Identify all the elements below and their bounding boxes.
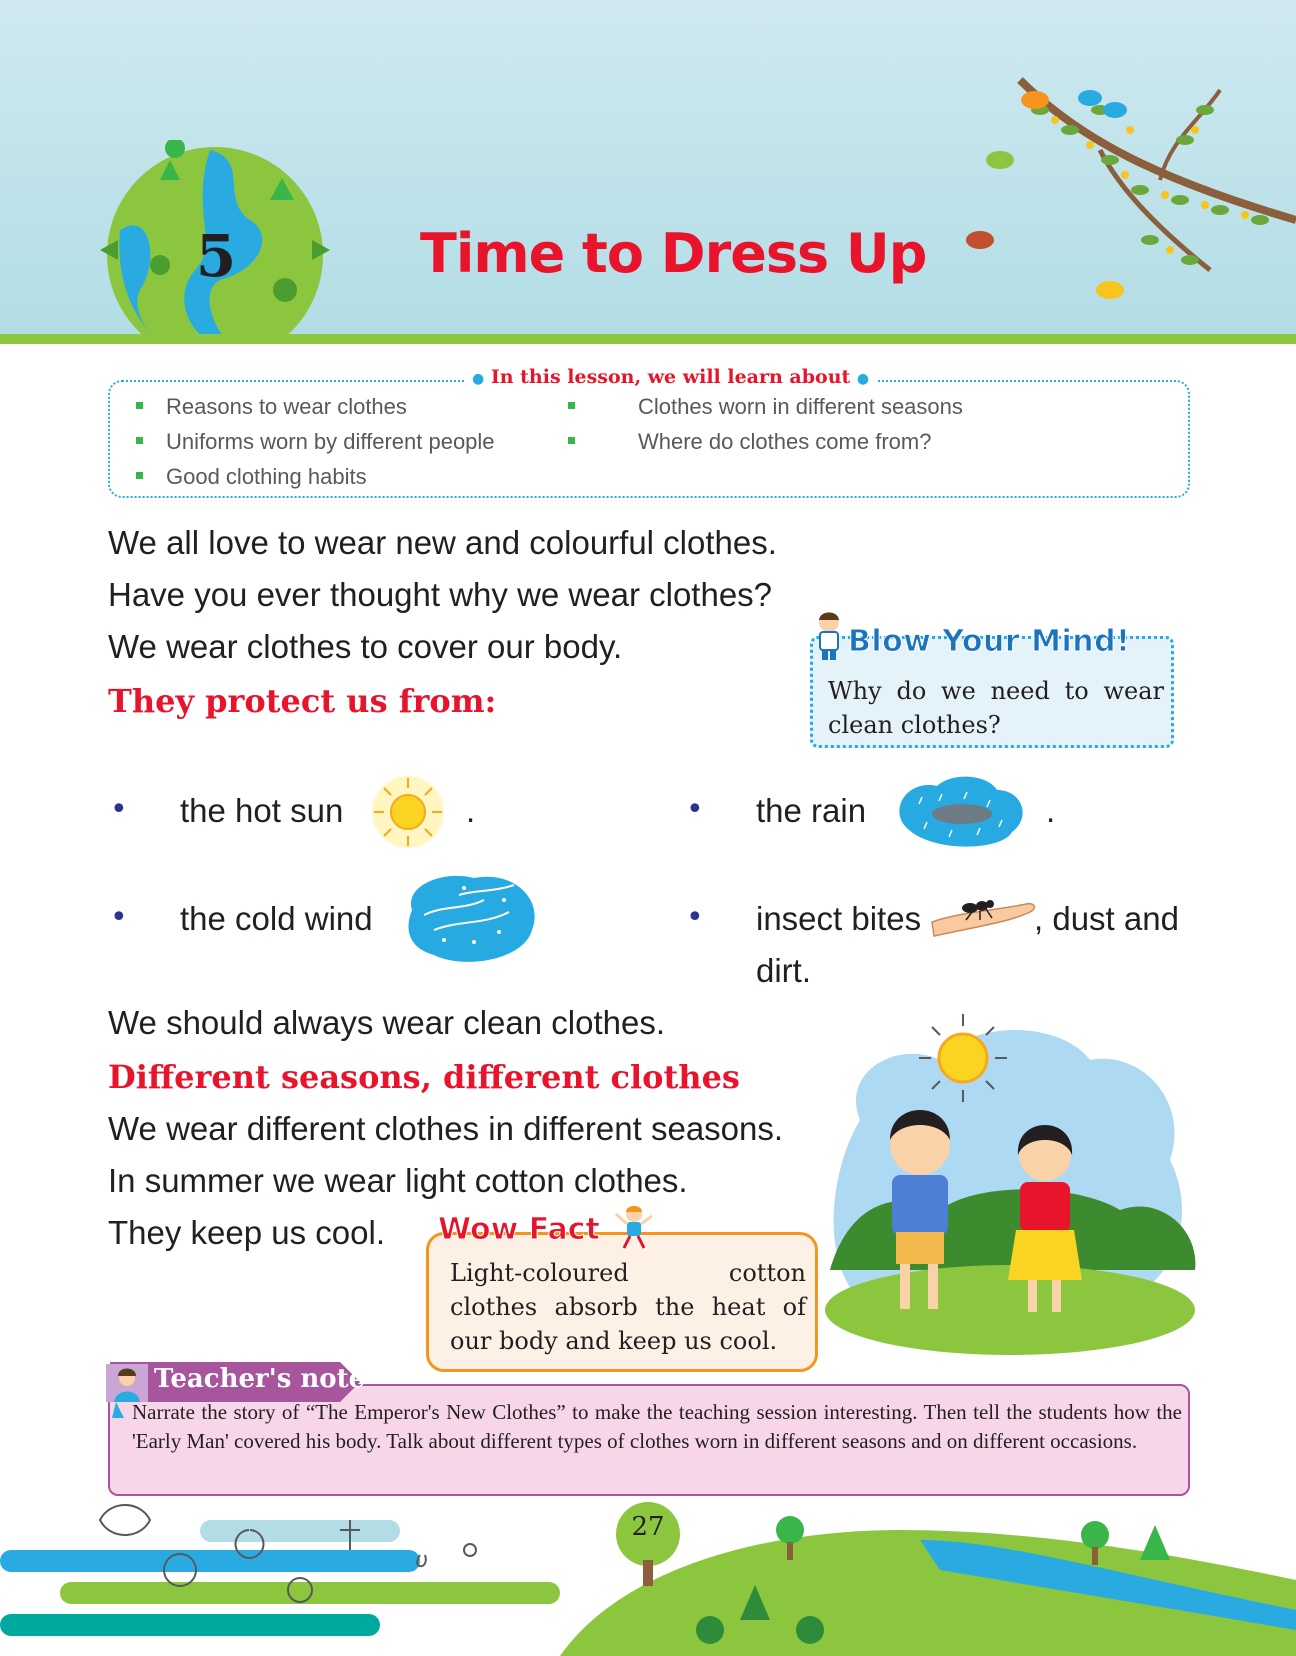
seasons-line: In summer we wear light cotton clothes. [108, 1162, 688, 1199]
chapter-title: Time to Dress Up [420, 222, 927, 285]
chapter-number: 5 [195, 222, 237, 290]
sentence-period: . [466, 792, 476, 829]
page-number: 27 [631, 1512, 665, 1542]
bullet-icon: • [110, 900, 128, 935]
protect-heading: They protect us from: [108, 682, 497, 720]
cold-wind-icon [404, 870, 540, 970]
intro-line: Have you ever thought why we wear clothes? [108, 576, 773, 613]
clean-clothes-line: We should always wear clean clothes. [108, 1004, 666, 1041]
children-summer-illustration [820, 1000, 1200, 1360]
rain-cloud-icon [892, 772, 1028, 852]
objective-item: Clothes worn in different seasons [638, 394, 963, 419]
bullet-icon [136, 472, 143, 479]
blow-your-mind-text: Why do we need to wear clean clothes? [828, 677, 1164, 739]
seasons-line: We wear different clothes in different seasons. [108, 1110, 784, 1147]
protect-item-dust: , dust and [1034, 900, 1179, 937]
insect-on-arm-icon [930, 882, 1038, 940]
intro-line: We wear clothes to cover our body. [108, 628, 623, 665]
wow-fact-title: Wow Fact [438, 1212, 600, 1247]
intro-line: We all love to wear new and colourful clothes. [108, 524, 777, 561]
protect-item-wind: the cold wind [180, 900, 373, 937]
bullet-icon [136, 437, 143, 444]
bullet-icon [136, 402, 143, 409]
bullet-icon [568, 402, 575, 409]
bullet-icon: • [686, 900, 704, 935]
objective-item: Where do clothes come from? [638, 429, 932, 454]
teachers-note-text: Narrate the story of “The Emperor's New Clothes” to make the teaching session interesting. Then tell the students how the 'Early Man' covered his body. Talk about different types of clothes worn in different seasons and on different occasions. [132, 1400, 1182, 1453]
chapter-header [0, 0, 1296, 340]
bullet-icon [568, 437, 575, 444]
birds-on-branch-icon [960, 70, 1296, 330]
sentence-period: . [1046, 792, 1056, 829]
sun-icon [360, 774, 456, 850]
protect-item-insects: insect bites [756, 900, 922, 937]
protect-item-dirt: dirt. [756, 952, 812, 989]
protect-item-rain: the rain [756, 792, 867, 829]
lesson-objectives-title: ● In this lesson, we will learn about ● [464, 366, 877, 388]
objective-item: Reasons to wear clothes [166, 394, 407, 419]
seasons-line: They keep us cool. [108, 1214, 385, 1251]
jumping-kid-icon [612, 1204, 656, 1250]
bullet-icon: • [110, 792, 128, 827]
blow-your-mind-title: Blow Your Mind! [848, 624, 1131, 659]
wow-fact-text: Light-coloured cotton clothes absorb the heat of our body and keep us cool. [450, 1259, 806, 1355]
protect-item-sun: the hot sun [180, 792, 344, 829]
teachers-note-title: Teacher's note [154, 1364, 366, 1394]
objective-item: Good clothing habits [166, 464, 367, 489]
boy-mascot-icon [812, 610, 846, 660]
seasons-heading: Different seasons, different clothes [108, 1058, 740, 1096]
objective-item: Uniforms worn by different people [166, 429, 495, 454]
header-divider [0, 334, 1296, 344]
bullet-icon: • [686, 792, 704, 827]
